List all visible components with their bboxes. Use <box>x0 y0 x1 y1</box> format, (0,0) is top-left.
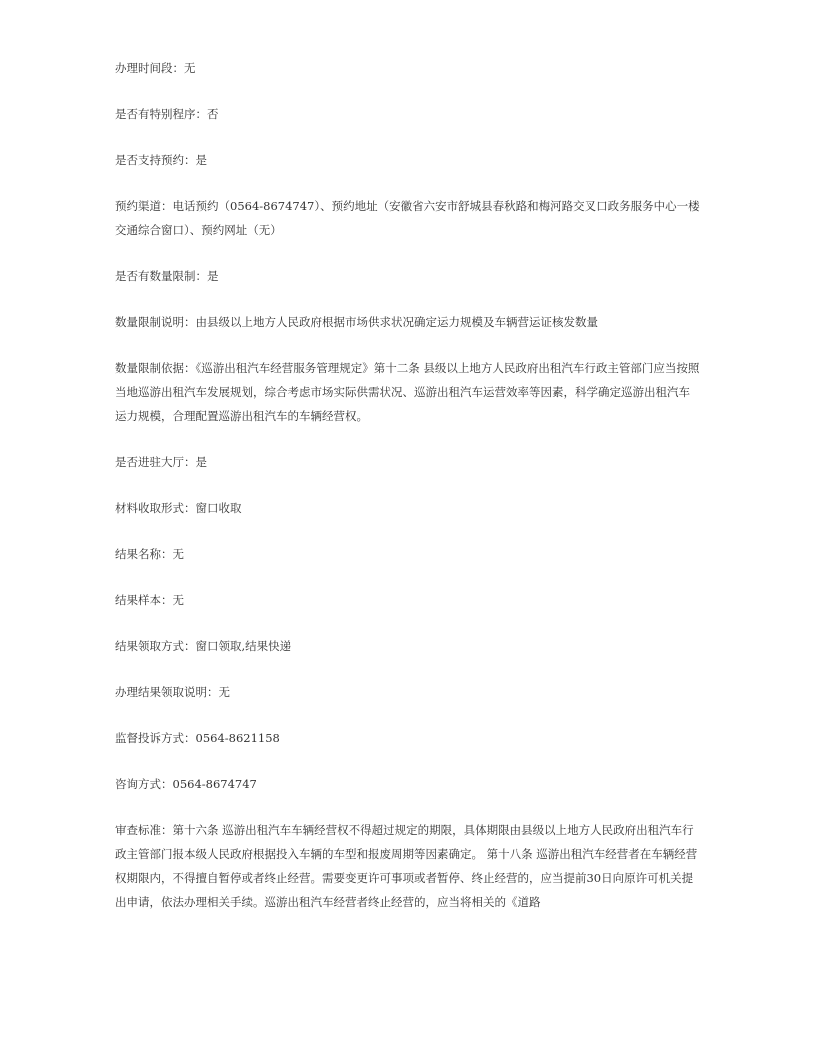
field-label: 数量限制依据： <box>115 361 196 375</box>
field-inquiry-contact <box>115 772 700 796</box>
field-label: 办理结果领取说明： <box>115 685 219 699</box>
field-value: 否 <box>207 107 219 121</box>
field-label: 材料收取形式： <box>115 501 196 515</box>
field-label: 数量限制说明： <box>115 315 196 329</box>
field-value: 0564-8621158 <box>195 731 280 745</box>
field-value: 0564-8674747 <box>172 777 257 791</box>
field-value: 无 <box>218 685 230 699</box>
field-value: 是 <box>195 153 207 167</box>
field-value: 是 <box>195 455 207 469</box>
field-value: 电话预约（0564-8674747）、预约地址（安徽省六安市舒城县春秋路和梅河路交叉口政务服务中心一楼交通综合窗口）、预约网址（无） <box>115 199 700 237</box>
field-quantity-limit <box>115 264 700 288</box>
field-label: 结果领取方式： <box>115 639 196 653</box>
field-material-collection <box>115 496 700 520</box>
field-processing-time <box>115 56 700 80</box>
field-value: 窗口领取,结果快递 <box>195 639 292 653</box>
field-label: 结果样本： <box>115 593 173 607</box>
field-label: 咨询方式： <box>115 777 173 791</box>
field-label: 预约渠道： <box>115 199 173 213</box>
field-quantity-limit-basis <box>115 356 700 428</box>
field-complaint-contact <box>115 726 700 750</box>
field-value: 《巡游出租汽车经营服务管理规定》第十二条 县级以上地方人民政府出租汽车行政主管部门应当按照当地巡游出租汽车发展规划，综合考虑市场实际供需状况、巡游出租汽车运营效率等因素，科学确定巡游出租汽车运力规模，合理配置巡游出租汽车的车辆经营权。 <box>115 361 700 423</box>
field-label: 结果名称： <box>115 547 173 561</box>
field-result-sample <box>115 588 700 612</box>
field-label: 办理时间段： <box>115 61 184 75</box>
field-value: 由县级以上地方人民政府根据市场供求状况确定运力规模及车辆营运证核发数量 <box>195 315 598 329</box>
document-body <box>115 56 700 936</box>
field-value: 是 <box>207 269 219 283</box>
field-result-pickup-method <box>115 634 700 658</box>
field-label: 是否支持预约： <box>115 153 196 167</box>
field-quantity-limit-description <box>115 310 700 334</box>
field-result-name <box>115 542 700 566</box>
field-value: 无 <box>172 593 184 607</box>
field-special-procedure <box>115 102 700 126</box>
field-value: 第十六条 巡游出租汽车车辆经营权不得超过规定的期限，具体期限由县级以上地方人民政府出租汽车行政主管部门报本级人民政府根据投入车辆的车型和报废周期等因素确定。 第十八条 巡游出租汽车经营者在车辆经营权期限内，不得擅自暂停或者终止经营。需要变更许可事项或者暂停、终止经营的，应当提前30日向原许可机关提出申请，依法办理相关手续。巡游出租汽车经营者终止经营的，应当将相关的《道路 <box>115 823 698 909</box>
field-appointment-channels <box>115 194 700 242</box>
field-in-hall <box>115 450 700 474</box>
field-appointment-support <box>115 148 700 172</box>
field-value: 无 <box>184 61 196 75</box>
field-value: 无 <box>172 547 184 561</box>
field-review-standard <box>115 818 700 914</box>
field-value: 窗口收取 <box>195 501 242 515</box>
field-label: 是否有特别程序： <box>115 107 207 121</box>
field-label: 是否有数量限制： <box>115 269 207 283</box>
field-result-pickup-notes <box>115 680 700 704</box>
field-label: 是否进驻大厅： <box>115 455 196 469</box>
field-label: 监督投诉方式： <box>115 731 196 745</box>
field-label: 审查标准： <box>115 823 173 837</box>
